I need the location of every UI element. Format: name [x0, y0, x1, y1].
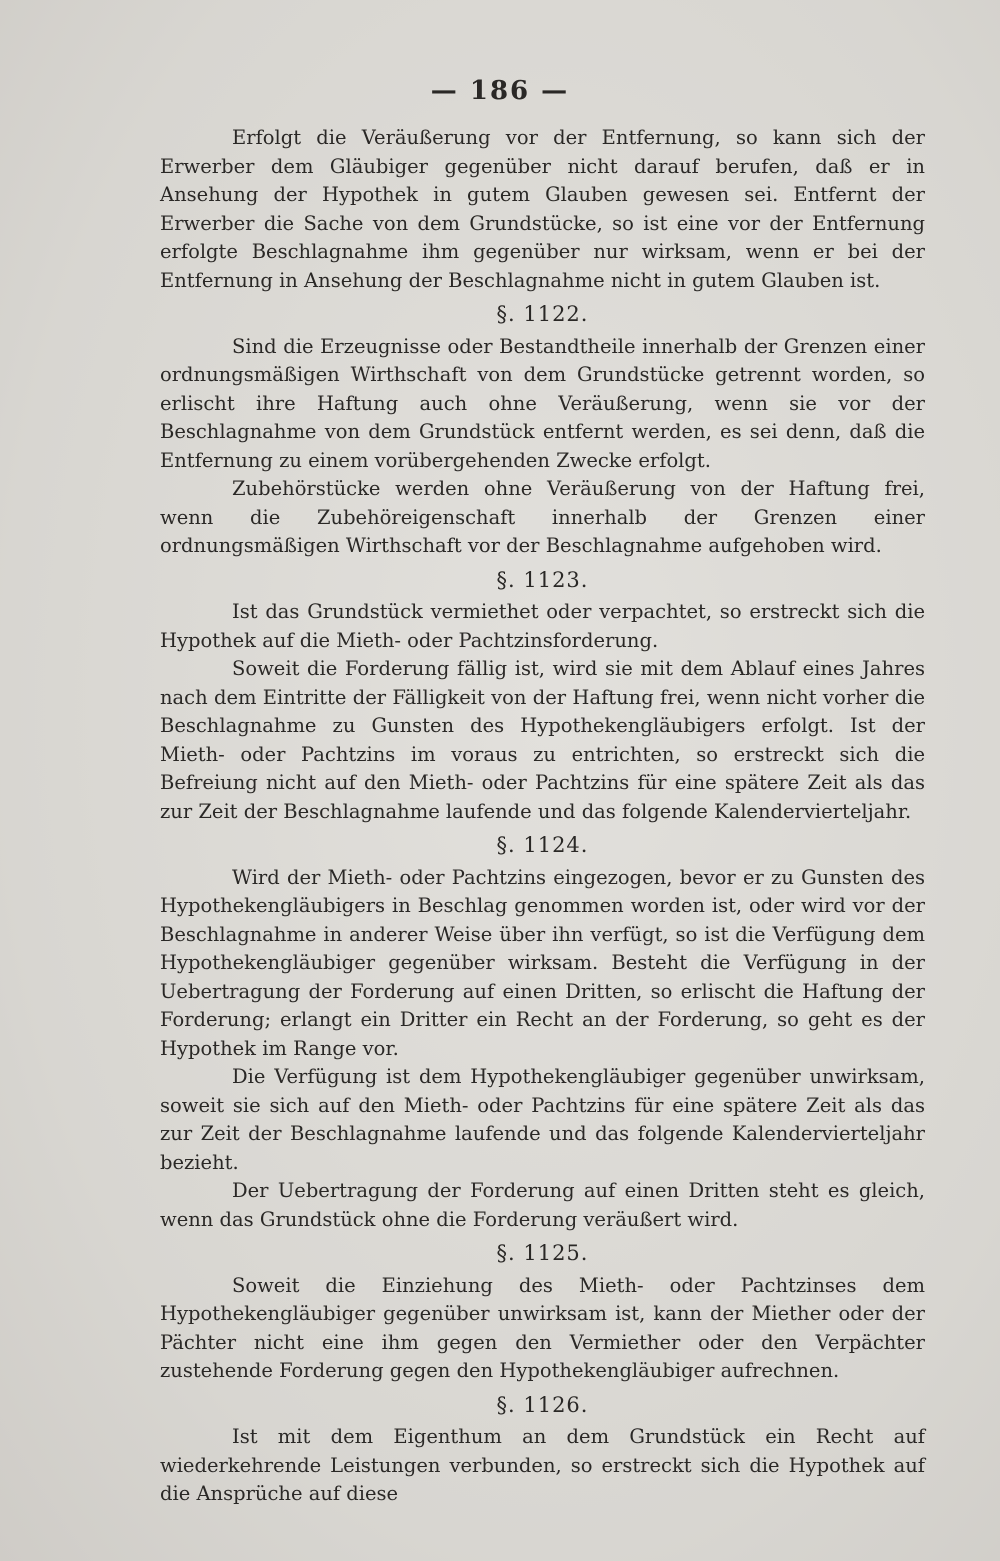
section-heading: §. 1124.	[496, 833, 589, 857]
paragraph: Soweit die Forderung fällig ist, wird sie mit dem Ablauf eines Jahres nach dem Eintritte der Fälligkeit von der Haftung frei, wenn nicht vorher die Beschlagnahme zu Gunsten des Hypothekengläubigers erfolgt. Ist der Mieth- oder Pachtzins im voraus zu entrichten, so erstreckt sich die Befreiung nicht auf den Mieth- oder Pachtzins für eine spätere Zeit als das zur Zeit der Beschlagnahme laufende und das folgende Kalendervierteljahr.	[160, 657, 925, 823]
paragraph: Wird der Mieth- oder Pachtzins eingezogen, bevor er zu Gunsten des Hypothekengläubigers in Beschlag genommen worden ist, oder wird vor der Beschlagnahme in anderer Weise über ihn verfügt, so ist die Verfügung dem Hypothekengläubiger gegenüber wirksam. Besteht die Verfügung in der Uebertragung der Forderung auf einen Dritten, so erlischt die Haftung der Forderung; erlangt ein Dritter ein Recht an der Forderung, so geht es der Hypothek im Range vor.	[160, 865, 925, 1060]
paragraph: Erfolgt die Veräußerung vor der Entfernung, so kann sich der Erwerber dem Gläubiger gegenüber nicht darauf berufen, daß er in Ansehung der Hypothek in gutem Glauben gewesen sei. Entfernt der Erwerber die Sache von dem Grundstücke, so ist eine vor der Entfernung erfolgte Beschlagnahme ihm gegenüber nur wirksam, wenn er bei der Entfernung in Ansehung der Beschlagnahme nicht in gutem Glauben ist.	[160, 126, 925, 292]
paragraph: Zubehörstücke werden ohne Veräußerung von der Haftung frei, wenn die Zubehöreigenschaft innerhalb der Grenzen einer ordnungsmäßigen Wirthschaft vor der Beschlagnahme aufgehoben wird.	[160, 477, 925, 557]
paragraph: Der Uebertragung der Forderung auf einen Dritten steht es gleich, wenn das Grundstück ohne die Forderung veräußert wird.	[160, 1179, 925, 1231]
paragraph: Sind die Erzeugnisse oder Bestandtheile innerhalb der Grenzen einer ordnungsmäßigen Wirthschaft von dem Grundstücke getrennt worden, so erlischt ihre Haftung auch ohne Veräußerung, wenn sie vor der Beschlagnahme von dem Grundstück entfernt werden, es sei denn, daß die Entfernung zu einem vorübergehenden Zwecke erfolgt.	[160, 334, 925, 472]
paragraph: Soweit die Einziehung des Mieth- oder Pachtzinses dem Hypothekengläubiger gegenüber unwirksam ist, kann der Miether oder der Pächter nicht eine ihm gegen den Vermiether oder den Verpächter zustehende Forderung gegen den Hypothekengläubiger aufrechnen.	[160, 1273, 925, 1382]
section-heading: §. 1122.	[496, 302, 589, 326]
section-heading: §. 1123.	[496, 567, 589, 592]
paragraph: Ist mit dem Eigenthum an dem Grundstück ein Recht auf wiederkehrende Leistungen verbunden, so erstreckt sich die Hypothek auf die Ansprüche auf diese	[160, 1425, 925, 1505]
page-number: — 186 —	[430, 76, 570, 106]
paragraph: Die Verfügung ist dem Hypothekengläubiger gegenüber unwirksam, soweit sie sich auf den Mieth- oder Pachtzins für eine spätere Zeit als das zur Zeit der Beschlagnahme laufende und das folgende Kalendervierteljahr bezieht.	[160, 1065, 925, 1174]
section-heading: §. 1126.	[496, 1392, 589, 1417]
body-text	[160, 124, 925, 1509]
section-heading: §. 1125.	[496, 1241, 589, 1265]
paragraph: Ist das Grundstück vermiethet oder verpachtet, so erstreckt sich die Hypothek auf die Mieth- oder Pachtzinsforderung.	[160, 600, 925, 652]
